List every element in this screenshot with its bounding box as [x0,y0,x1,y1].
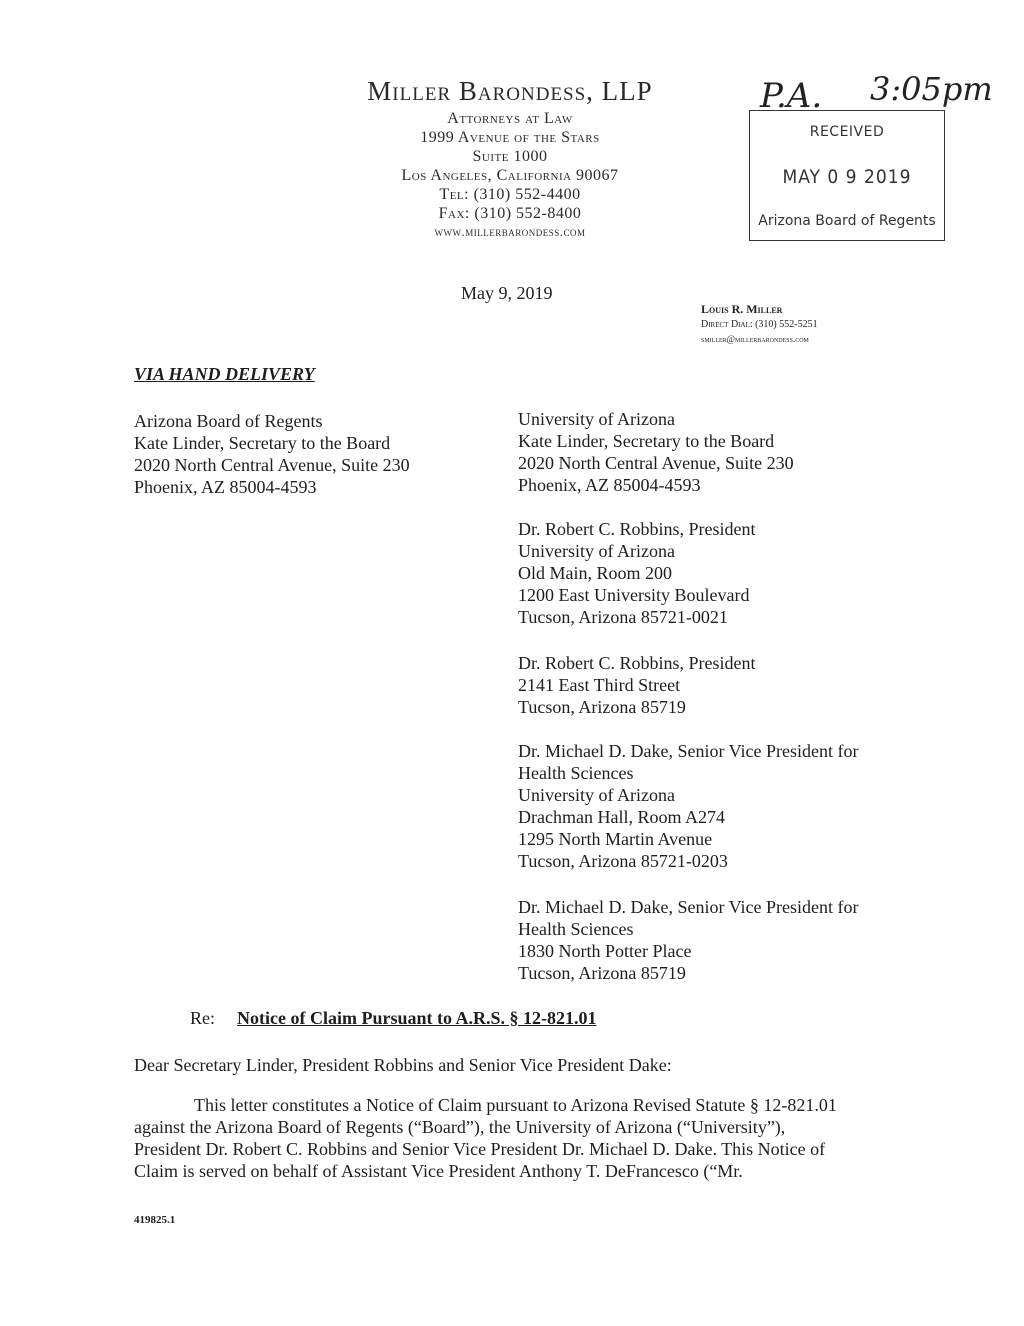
address-line: 1830 North Potter Place [518,941,692,961]
address-line: Arizona Board of Regents [134,411,323,431]
address-line: Dr. Robert C. Robbins, President [518,653,756,673]
letterhead-suite: Suite 1000 [472,148,548,165]
letter-date: May 9, 2019 [461,283,553,303]
sender-name: Louis R. Miller [701,302,783,316]
recipient-block-robbins-home [518,652,756,718]
address-line: Tucson, Arizona 85721-0203 [518,851,728,871]
handwritten-initials: P.A. [760,76,823,116]
re-label: Re: [190,1008,215,1028]
stamp-received-label: RECEIVED [809,124,885,140]
recipient-block-left [134,410,410,498]
address-line: Dr. Michael D. Dake, Senior Vice President for [518,741,859,761]
salutation: Dear Secretary Linder, President Robbins and Senior Vice President Dake: [134,1055,672,1075]
address-line: Health Sciences [518,763,634,783]
recipient-block-university [518,408,794,496]
address-line: 1295 North Martin Avenue [518,829,713,849]
address-line: University of Arizona [518,785,675,805]
letterhead-tagline: Attorneys at Law [447,110,573,127]
letterhead-street: 1999 Avenue of the Stars [420,129,600,146]
stamp-date: MAY 0 9 2019 [782,166,912,188]
address-line: 2020 North Central Avenue, Suite 230 [134,455,410,475]
sender-email: smiller@millerbarondess.com [701,334,809,344]
address-line: Tucson, Arizona 85721-0021 [518,607,728,627]
re-subject: Notice of Claim Pursuant to A.R.S. § 12-821.01 [237,1008,597,1028]
stamp-organization: Arizona Board of Regents [758,213,936,229]
letterhead-tel: Tel: (310) 552-4400 [439,186,581,203]
letterhead-fax: Fax: (310) 552-8400 [438,205,582,222]
address-line: Kate Linder, Secretary to the Board [518,431,775,451]
body-line: President Dr. Robert C. Robbins and Senior Vice President Dr. Michael D. Dake. This Notice of [134,1139,826,1159]
address-line: 2141 East Third Street [518,675,681,695]
recipient-block-robbins-office [518,518,756,628]
letterhead-city: Los Angeles, California 90067 [401,167,619,184]
address-line: University of Arizona [518,409,675,429]
recipient-block-dake-home [518,896,859,984]
address-line: Drachman Hall, Room A274 [518,807,725,827]
handwritten-time: 3:05pm [870,70,993,108]
document-id: 419825.1 [134,1214,176,1226]
address-line: University of Arizona [518,541,675,561]
body-line: Claim is served on behalf of Assistant Vice President Anthony T. DeFrancesco (“Mr. [134,1161,743,1181]
address-line: 1200 East University Boulevard [518,585,750,605]
received-stamp [749,110,945,241]
address-line: Dr. Michael D. Dake, Senior Vice President for [518,897,859,917]
recipient-block-dake-office [518,740,859,872]
body-line: against the Arizona Board of Regents (“Board”), the University of Arizona (“University”), [134,1117,786,1137]
address-line: Phoenix, AZ 85004-4593 [134,477,317,497]
firm-name: Miller Barondess, LLP [367,76,653,106]
sender-direct-dial: Direct Dial: (310) 552-5251 [701,319,818,330]
letterhead-website: www.millerbarondess.com [434,224,586,239]
address-line: Kate Linder, Secretary to the Board [134,433,391,453]
address-line: 2020 North Central Avenue, Suite 230 [518,453,794,473]
delivery-method: VIA HAND DELIVERY [134,364,315,384]
address-line: Phoenix, AZ 85004-4593 [518,475,701,495]
address-line: Tucson, Arizona 85719 [518,963,686,983]
address-line: Dr. Robert C. Robbins, President [518,519,756,539]
address-line: Old Main, Room 200 [518,563,673,583]
body-line: This letter constitutes a Notice of Claim pursuant to Arizona Revised Statute § 12-821.01 [194,1095,837,1115]
address-line: Health Sciences [518,919,634,939]
address-line: Tucson, Arizona 85719 [518,697,686,717]
